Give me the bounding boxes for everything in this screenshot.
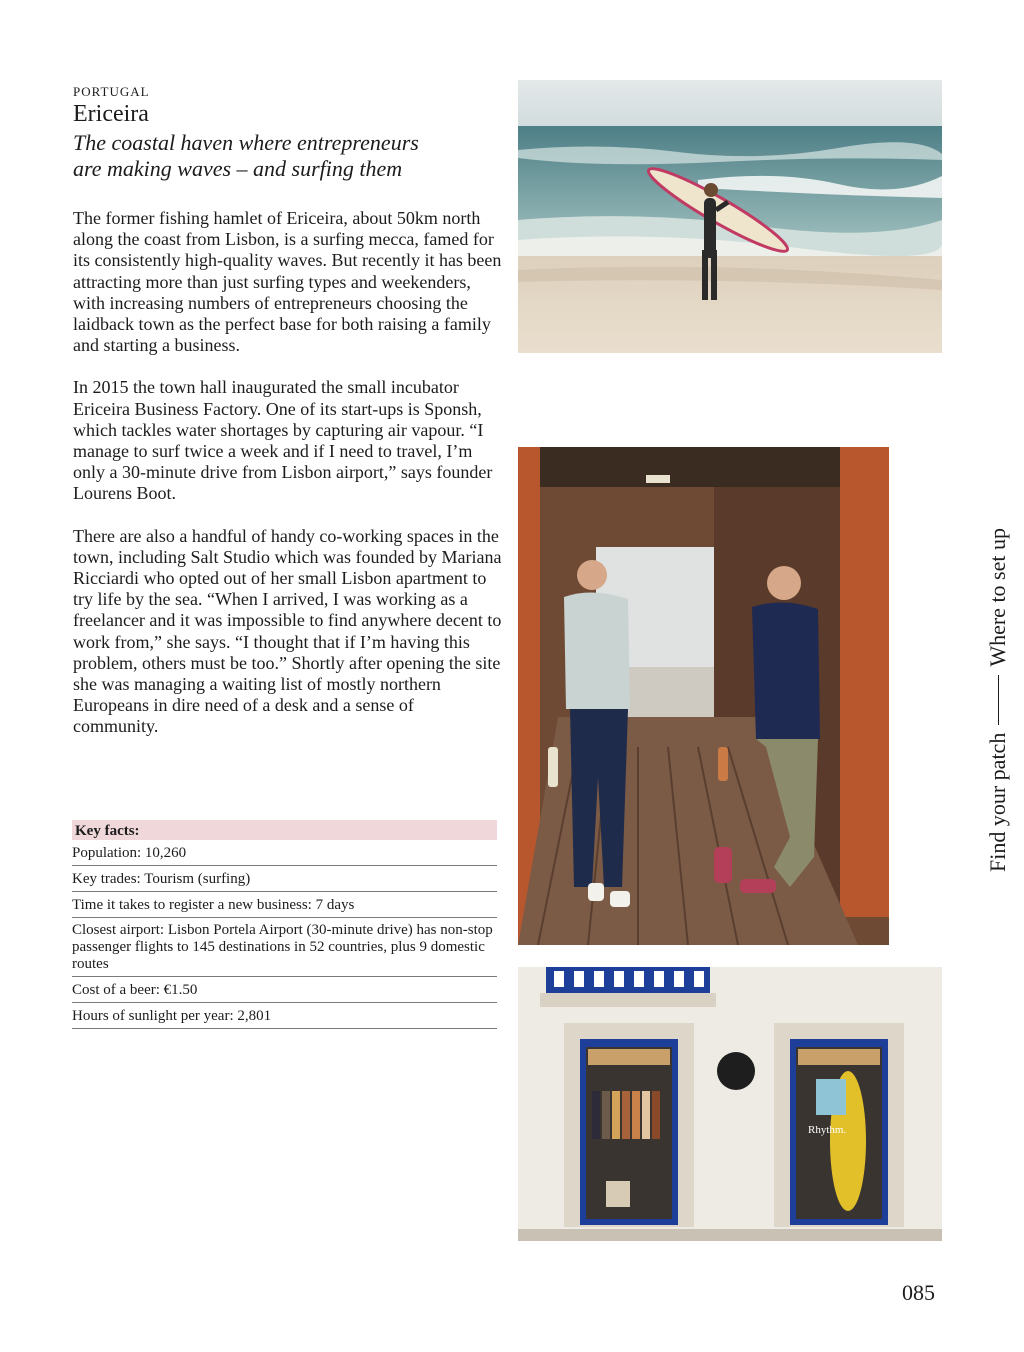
subtitle-line-2: are making waves – and surfing them (73, 156, 403, 181)
running-head-left: Find your patch (985, 732, 1010, 872)
shop-sign-text: Rhythm. (808, 1124, 847, 1136)
shop-front-photo (518, 967, 942, 1241)
key-facts-header: Key facts: (72, 820, 497, 840)
page-title: Ericeira (73, 101, 149, 127)
subtitle-line-1: The coastal haven where entrepreneurs (73, 130, 419, 155)
fact-key-trades: Key trades: Tourism (surfing) (72, 866, 497, 892)
page-subtitle (73, 130, 503, 182)
article-body (73, 208, 503, 759)
founders-corridor-photo (518, 447, 889, 945)
paragraph-3: There are also a handful of handy co-working spaces in the town, including Salt Studio which was founded by Mariana Ricciardi who opted out of her small Lisbon apartment to try life by the sea. “When I arrived, I was working as a freelancer and it was impossible to find anywhere decent to work from,” she says. “I thought that if I’m having this problem, others must be too.” Shortly after opening the site she was managing a waiting list of mostly northern Europeans in dire need of a desk and a sense of community. (73, 525, 502, 737)
surfer-beach-photo (518, 80, 942, 353)
key-facts-table (72, 820, 497, 1029)
fact-beer-cost: Cost of a beer: €1.50 (72, 977, 497, 1003)
section-country: PORTUGAL (73, 84, 150, 99)
page-number: 085 (902, 1280, 935, 1305)
running-head-divider (998, 675, 999, 725)
section-running-head (965, 462, 1010, 872)
paragraph-2: In 2015 the town hall inaugurated the small incubator Ericeira Business Factory. One of its start-ups is Sponsh, which tackles water shortages by capturing air vapour. “I manage to surf twice a week and if I need to travel, I’m only a 30-minute drive from Lisbon airport,” says founder Lourens Boot. (73, 377, 493, 504)
fact-sunlight-hours: Hours of sunlight per year: 2,801 (72, 1003, 497, 1029)
running-head-right: Where to set up (985, 528, 1010, 667)
paragraph-1: The former fishing hamlet of Ericeira, about 50km north along the coast from Lisbon, is a surfing mecca, famed for its consistently high-quality waves. But recently it has been attracting more than just surfing types and weekenders, with increasing numbers of entrepreneurs choosing the laidback town as the perfect base for both raising a family and starting a business. (73, 208, 502, 356)
fact-population: Population: 10,260 (72, 840, 497, 866)
fact-closest-airport: Closest airport: Lisbon Portela Airport (30-minute drive) has non-stop passenger flights to 145 destinations in 52 countries, plus 9 domestic routes (72, 918, 497, 977)
fact-register-time: Time it takes to register a new business: 7 days (72, 892, 497, 918)
